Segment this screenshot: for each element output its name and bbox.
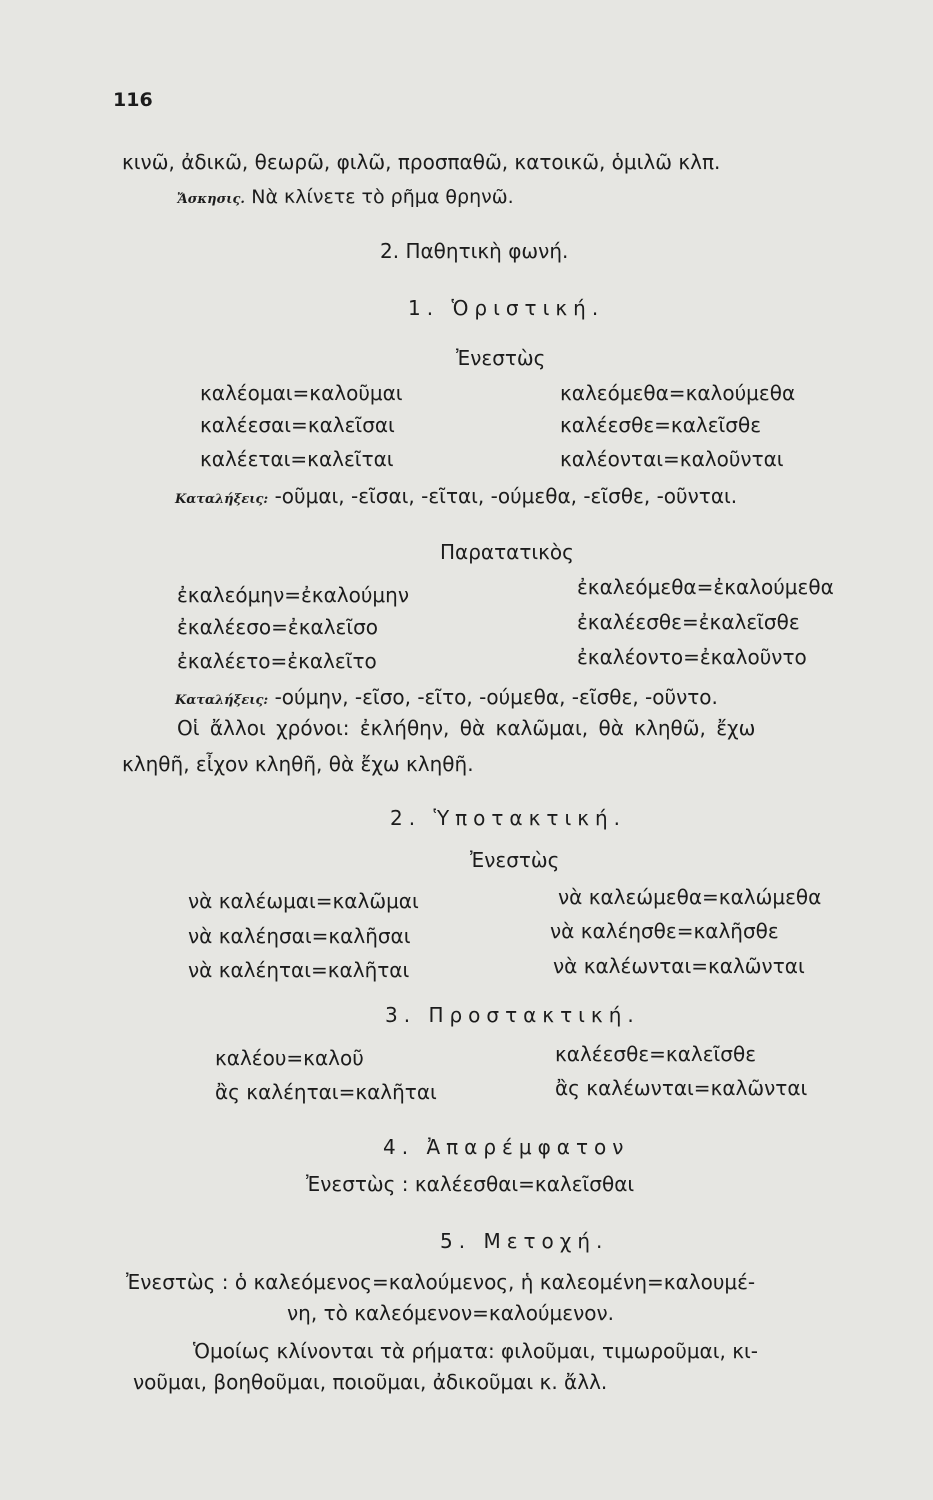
paradigm-cell: νὰ καλέησθε=καλῆσθε	[550, 919, 779, 943]
closing-line: νοῦμαι, βοηθοῦμαι, ποιοῦμαι, ἀδικοῦμαι κ. ἄλλ.	[133, 1370, 608, 1394]
paradigm-cell: καλέεται=καλεῖται	[200, 447, 394, 471]
paradigm-cell: καλεόμεθα=καλούμεθα	[560, 381, 796, 405]
paradigm-cell: νὰ καλέωμαι=καλῶμαι	[188, 889, 419, 913]
participle-line: νη, τὸ καλεόμενον=καλούμενον.	[287, 1301, 615, 1325]
paradigm-cell: ἐκαλέεσθε=ἐκαλεῖσθε	[577, 610, 800, 634]
endings-text: -ούμην, -εῖσο, -εῖτο, -ούμεθα, -εῖσθε, -οῦντο.	[274, 685, 718, 709]
imperative-heading: 3. Προστακτική.	[385, 1003, 640, 1027]
paradigm-cell: ἂς καλέηται=καλῆται	[215, 1080, 437, 1104]
paradigm-cell: νὰ καλέησαι=καλῆσαι	[188, 924, 411, 948]
indicative-heading: 1. Ὁριστική.	[408, 296, 605, 320]
paradigm-cell: καλέομαι=καλοῦμαι	[200, 381, 403, 405]
participle-heading: 5. Μετοχή.	[440, 1229, 609, 1253]
endings-line	[175, 484, 737, 512]
paradigm-cell: ἐκαλέοντο=ἐκαλοῦντο	[577, 645, 807, 669]
infinitive-line: Ἐνεστὼς : καλέεσθαι=καλεῖσθαι	[306, 1172, 635, 1196]
intro-line: κινῶ, ἀδικῶ, θεωρῶ, φιλῶ, προσπαθῶ, κατοικῶ, ὁμιλῶ κλπ.	[122, 150, 721, 174]
indicative-present-title: Ἐνεστὼς	[456, 346, 546, 370]
subjunctive-title: Ἐνεστὼς	[470, 848, 560, 872]
endings-line	[175, 685, 718, 713]
imperfect-title: Παρατατικὸς	[440, 540, 574, 564]
participle-line: Ἐνεστὼς : ὁ καλεόμενος=καλούμενος, ἡ καλεομένη=καλουμέ-	[126, 1270, 756, 1294]
section-title: 2. Παθητικὴ φωνή.	[380, 239, 569, 263]
endings-label: Καταλήξεις:	[175, 492, 269, 507]
subjunctive-heading: 2. Ὑποτακτική.	[390, 806, 627, 830]
paradigm-cell: ἂς καλέωνται=καλῶνται	[555, 1076, 808, 1100]
paradigm-cell: καλέεσθε=καλεῖσθε	[555, 1042, 757, 1066]
endings-text: -οῦμαι, -εῖσαι, -εῖται, -ούμεθα, -εῖσθε, -οῦνται.	[274, 484, 738, 508]
paradigm-cell: νὰ καλέηται=καλῆται	[188, 958, 410, 982]
paradigm-cell: καλέεσθε=καλεῖσθε	[560, 413, 762, 437]
closing-line: Ὁμοίως κλίνονται τὰ ρήματα: φιλοῦμαι, τιμωροῦμαι, κι-	[193, 1339, 758, 1363]
paradigm-cell: νὰ καλεώμεθα=καλώμεθα	[558, 885, 822, 909]
exercise-label: Ἄσκησις.	[177, 192, 245, 207]
infinitive-heading: 4. Ἀπαρέμφατον	[383, 1135, 630, 1159]
paradigm-cell: νὰ καλέωνται=καλῶνται	[553, 954, 805, 978]
exercise-line	[177, 184, 514, 212]
page-number: 116	[113, 89, 153, 111]
paradigm-cell: καλέονται=καλοῦνται	[560, 447, 784, 471]
paradigm-cell: ἐκαλέεσο=ἐκαλεῖσο	[177, 615, 379, 639]
paradigm-cell: ἐκαλεόμην=ἐκαλούμην	[177, 583, 409, 607]
paradigm-cell: καλέεσαι=καλεῖσαι	[200, 413, 395, 437]
paradigm-cell: ἐκαλέετο=ἐκαλεῖτο	[177, 649, 377, 673]
paradigm-cell: ἐκαλεόμεθα=ἐκαλούμεθα	[577, 575, 834, 599]
other-tenses-line: Οἱ ἄλλοι χρόνοι: ἐκλήθην, θὰ καλῶμαι, θὰ κληθῶ, ἔχω	[177, 716, 756, 740]
endings-label: Καταλήξεις:	[175, 693, 269, 708]
paradigm-cell: καλέου=καλοῦ	[215, 1046, 364, 1070]
other-tenses-line: κληθῆ, εἶχον κληθῆ, θὰ ἔχω κληθῆ.	[122, 752, 474, 776]
exercise-text: Νὰ κλίνετε τὸ ρῆμα θρηνῶ.	[251, 186, 514, 208]
